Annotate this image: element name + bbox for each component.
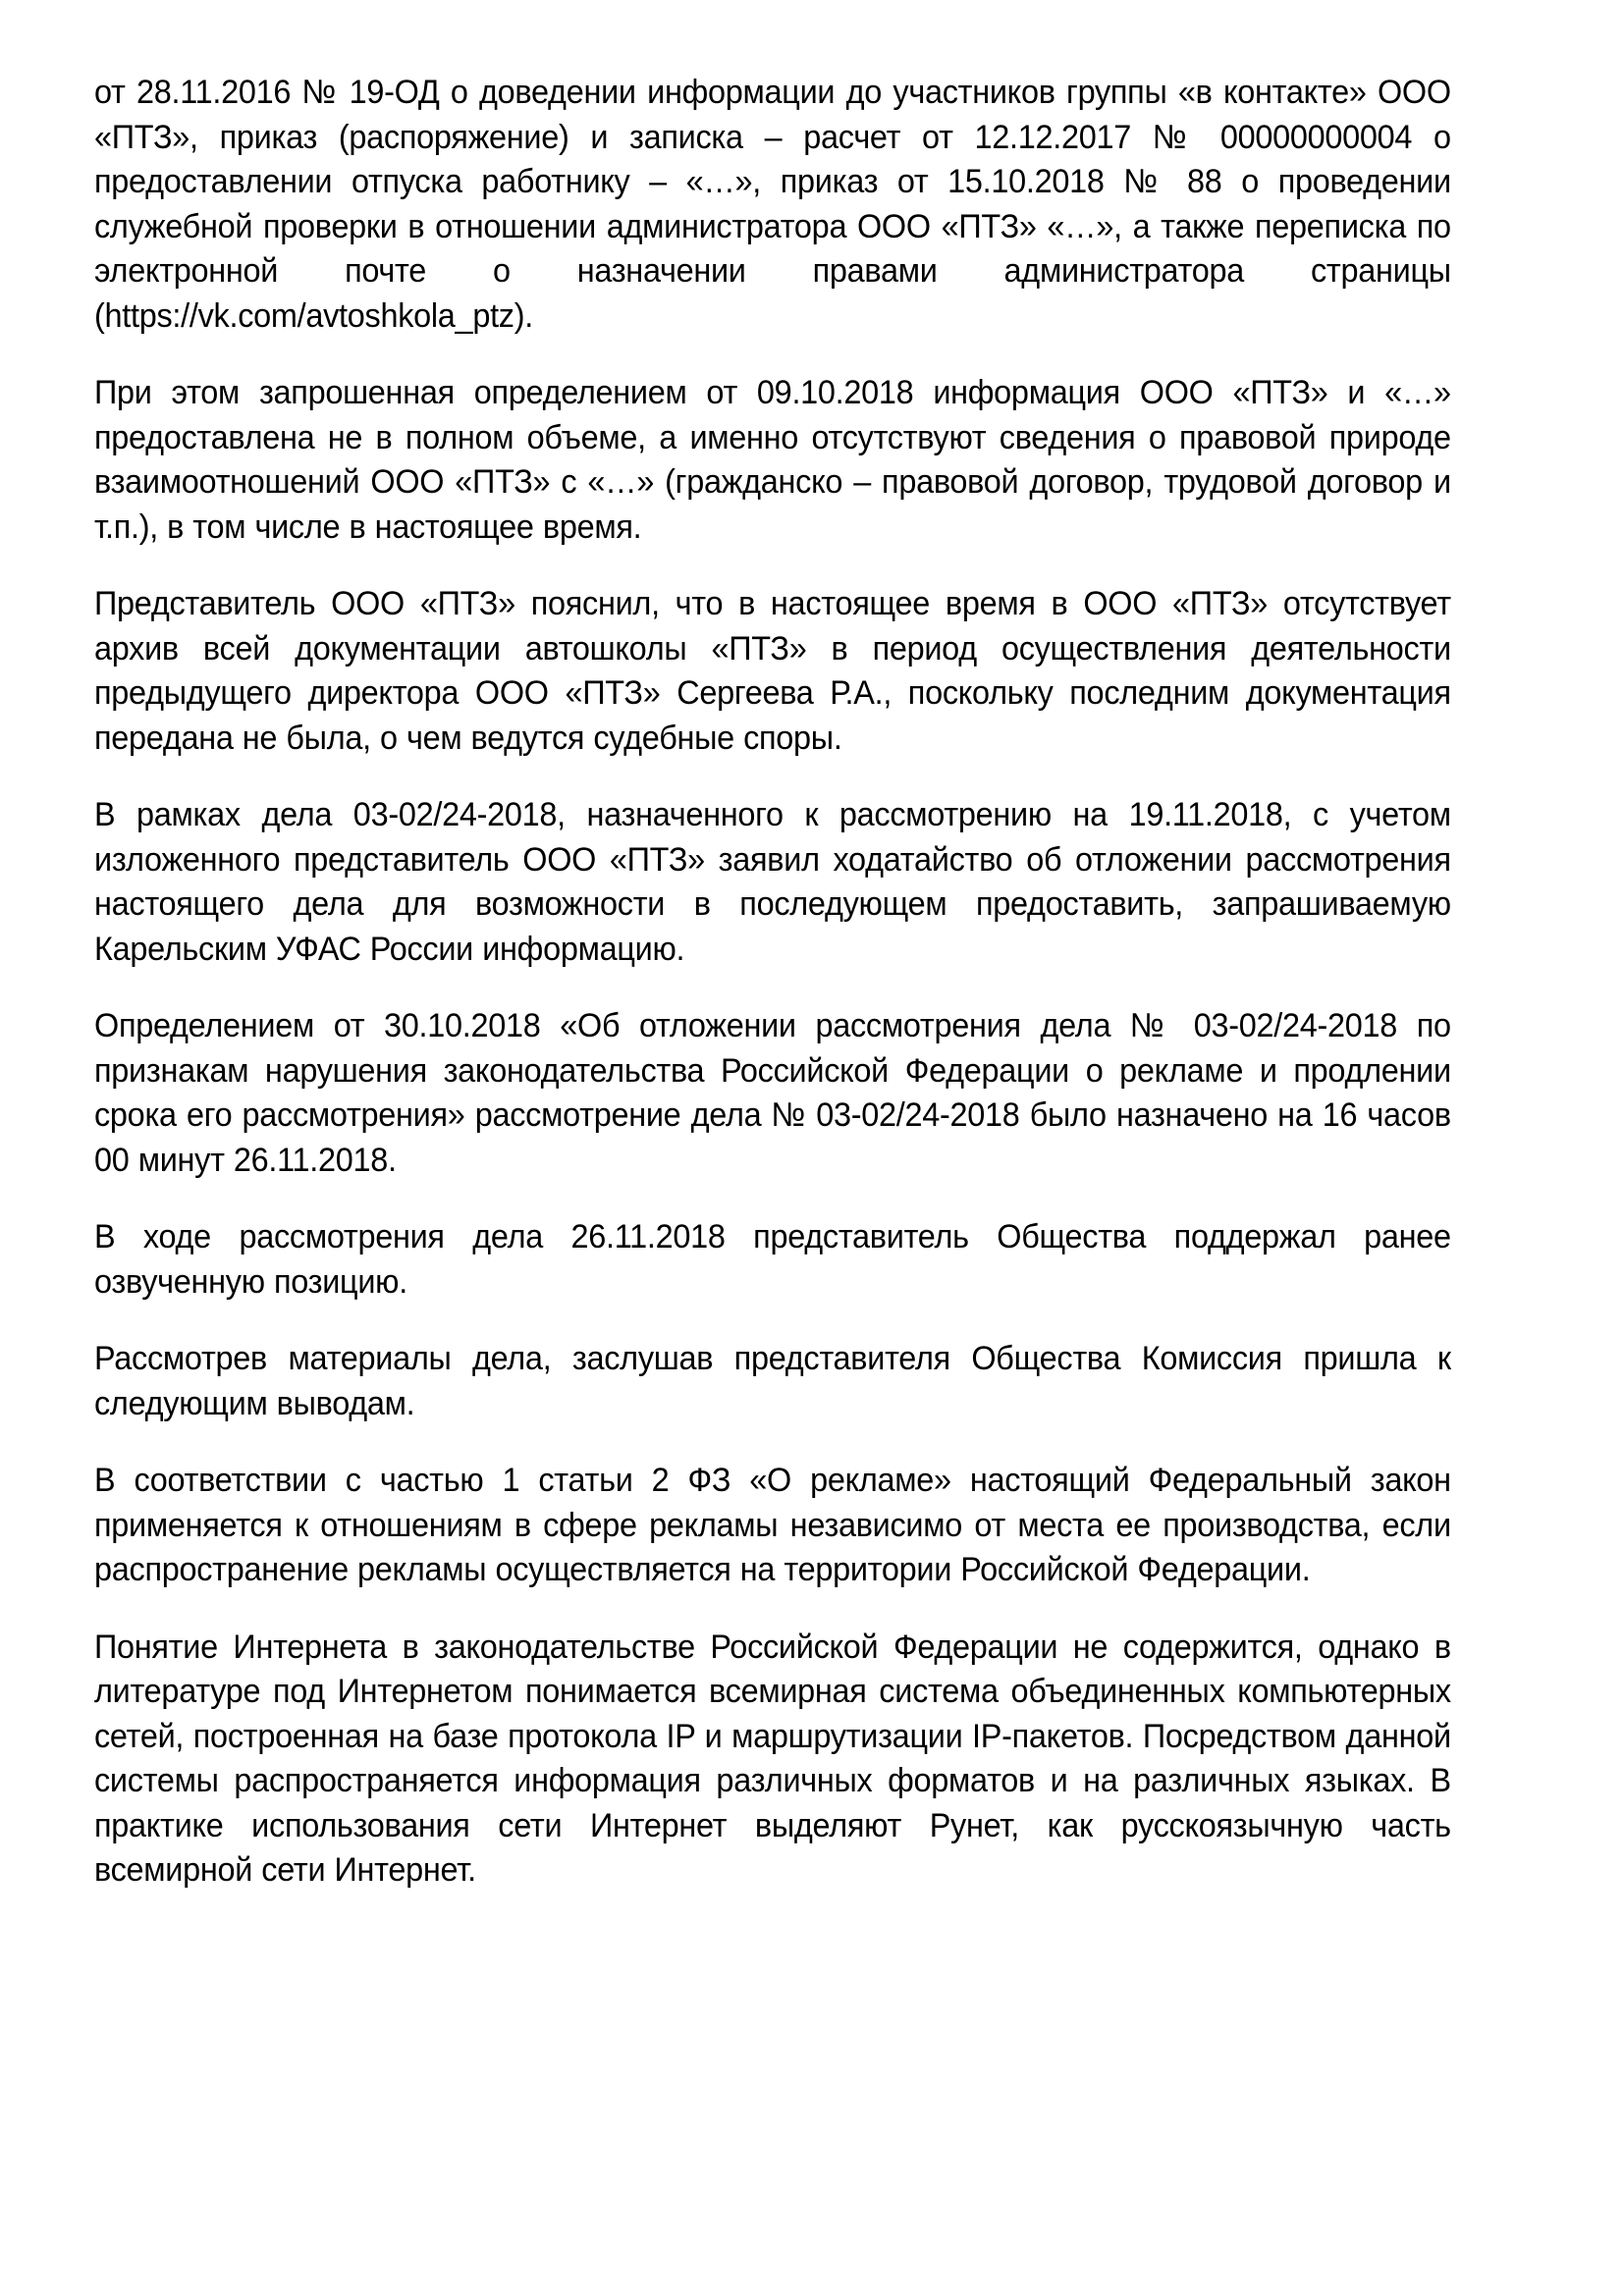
document-body: [94, 71, 1538, 1894]
paragraph-commission-conclusions: Рассмотрев материалы дела, заслушав представителя Общества Комиссия пришла к следующим выводам.: [94, 1340, 1451, 1422]
paragraph-internet-definition: Понятие Интернета в законодательстве Российской Федерации не содержится, однако в литературе под Интернетом понимается всемирная система объединенных компьютерных сетей, построенная на базе протокола IP и маршрутизации IP-пакетов. Посредством данной системы распространяется информация различных форматов и на различных языках. В практике использования сети Интернет выделяют Рунет, как русскоязычную часть всемирной сети Интернет.: [94, 1628, 1451, 1889]
paragraph-case-postponement-petition: В рамках дела 03-02/24-2018, назначенного к рассмотрению на 19.11.2018, с учетом изложенного представитель ООО «ПТЗ» заявил ходатайство об отложении рассмотрения настоящего дела для возможности в последующем предоставить, запрашиваемую Карельским УФАС России информацию.: [94, 796, 1451, 968]
paragraph-determination-30-10-2018: Определением от 30.10.2018 «Об отложении рассмотрения дела № 03-02/24-2018 по признакам нарушения законодательства Российской Федерации о рекламе и продлении срока его рассмотрения» рассмотрение дела № 03-02/24-2018 было назначено на 16 часов 00 минут 26.11.2018.: [94, 1007, 1451, 1179]
paragraph-federal-law-article: В соответствии с частью 1 статьи 2 ФЗ «О рекламе» настоящий Федеральный закон применяется к отношениям в сфере рекламы независимо от места ее производства, если распространение рекламы осуществляется на территории Российской Федерации.: [94, 1462, 1451, 1588]
paragraph-orders-and-correspondence: от 28.11.2016 № 19-ОД о доведении информации до участников группы «в контакте» ООО «ПТЗ», приказ (распоряжение) и записка – расчет от 12.12.2017 № 00000000004 о предоставлении отпуска работнику – «…», приказ от 15.10.2018 № 88 о проведении служебной проверки в отношении администратора ООО «ПТЗ» «…», а также переписка по электронной почте о назначении правами администратора страницы (https://vk.com/avtoshkola_ptz).: [94, 74, 1451, 335]
paragraph-hearing-26-11-2018: В ходе рассмотрения дела 26.11.2018 представитель Общества поддержал ранее озвученную позицию.: [94, 1218, 1451, 1301]
paragraph-representative-explanation: Представитель ООО «ПТЗ» пояснил, что в настоящее время в ООО «ПТЗ» отсутствует архив всей документации автошколы «ПТЗ» в период осуществления деятельности предыдущего директора ООО «ПТЗ» Сергеева Р.А., поскольку последним документация передана не была, о чем ведутся судебные споры.: [94, 585, 1451, 757]
paragraph-incomplete-information: При этом запрошенная определением от 09.10.2018 информация ООО «ПТЗ» и «…» предоставлена не в полном объеме, а именно отсутствуют сведения о правовой природе взаимоотношений ООО «ПТЗ» с «…» (гражданско – правовой договор, трудовой договор и т.п.), в том числе в настоящее время.: [94, 374, 1451, 546]
